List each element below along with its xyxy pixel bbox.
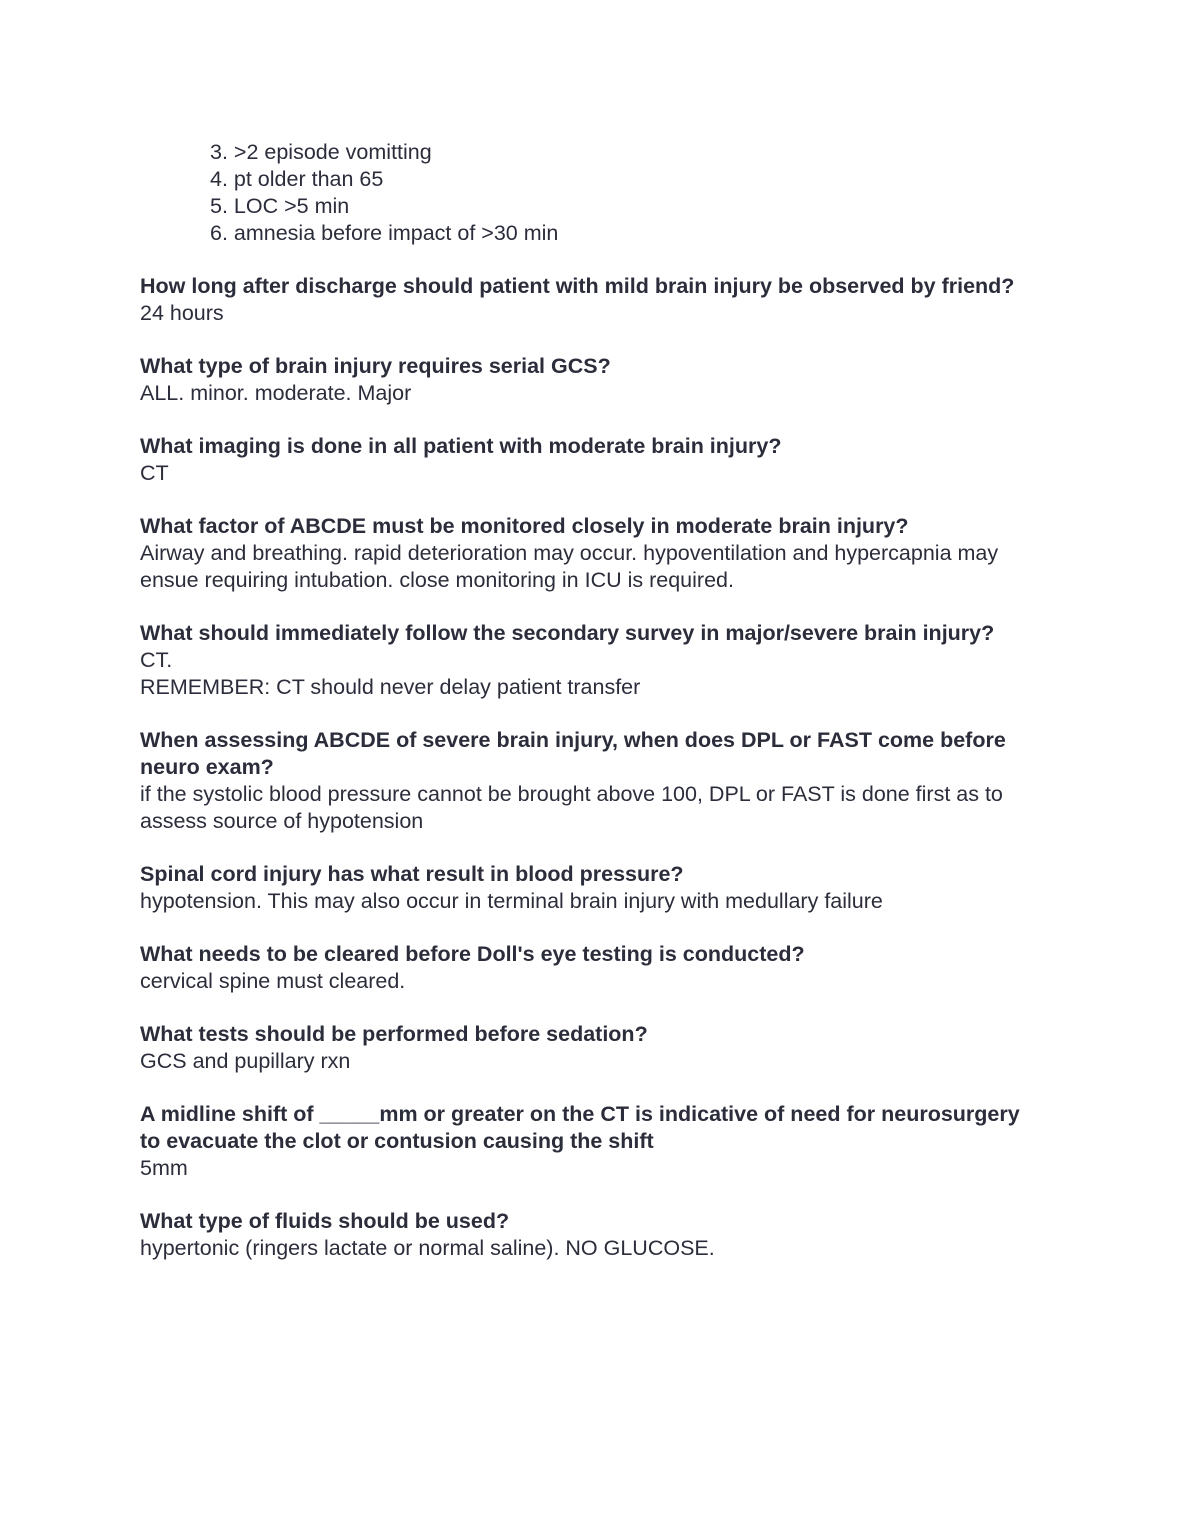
- question: What needs to be cleared before Doll's eye testing is conducted?: [140, 942, 805, 966]
- answer: hypotension. This may also occur in terminal brain injury with medullary failure: [140, 889, 883, 913]
- answer: if the systolic blood pressure cannot be brought above 100, DPL or FAST is done first as to assess source of hypotension: [140, 782, 1003, 833]
- question: What type of brain injury requires serial GCS?: [140, 354, 611, 378]
- qa-block: [140, 620, 1040, 701]
- answer: hypertonic (ringers lactate or normal saline). NO GLUCOSE.: [140, 1236, 715, 1260]
- answer: CT.: [140, 648, 173, 672]
- qa-block: [140, 513, 1040, 594]
- question: What should immediately follow the secondary survey in major/severe brain injury?: [140, 621, 995, 645]
- list-item: 4. pt older than 65: [210, 167, 384, 191]
- answer: 24 hours: [140, 301, 224, 325]
- qa-block: [140, 1208, 1040, 1262]
- qa-block: [140, 1021, 1040, 1075]
- criteria-list: [140, 139, 1040, 247]
- answer: CT: [140, 461, 169, 485]
- list-item: 3. >2 episode vomitting: [210, 140, 432, 164]
- qa-block: [140, 273, 1040, 327]
- answer: Airway and breathing. rapid deterioration may occur. hypoventilation and hypercapnia may ensue requiring intubation. close monitoring in ICU is required.: [140, 541, 999, 592]
- answer: GCS and pupillary rxn: [140, 1049, 351, 1073]
- answer: 5mm: [140, 1156, 188, 1180]
- qa-block: [140, 433, 1040, 487]
- question: What imaging is done in all patient with moderate brain injury?: [140, 434, 782, 458]
- question: A midline shift of _____mm or greater on the CT is indicative of need for neurosurgery to evacuate the clot or contusion causing the shift: [140, 1102, 1020, 1153]
- answer: cervical spine must cleared.: [140, 969, 406, 993]
- qa-block: [140, 861, 1040, 915]
- document-page: [140, 139, 1040, 1262]
- question: What factor of ABCDE must be monitored closely in moderate brain injury?: [140, 514, 909, 538]
- question: What tests should be performed before sedation?: [140, 1022, 648, 1046]
- qa-block: [140, 727, 1040, 835]
- question: When assessing ABCDE of severe brain injury, when does DPL or FAST come before neuro exam?: [140, 728, 1006, 779]
- qa-block: [140, 1101, 1040, 1182]
- list-item: 5. LOC >5 min: [210, 194, 350, 218]
- question: How long after discharge should patient with mild brain injury be observed by friend?: [140, 274, 1015, 298]
- qa-block: [140, 353, 1040, 407]
- answer-note: REMEMBER: CT should never delay patient transfer: [140, 675, 641, 699]
- question: Spinal cord injury has what result in blood pressure?: [140, 862, 684, 886]
- question: What type of fluids should be used?: [140, 1209, 510, 1233]
- list-item: 6. amnesia before impact of >30 min: [210, 221, 559, 245]
- qa-block: [140, 941, 1040, 995]
- answer: ALL. minor. moderate. Major: [140, 381, 412, 405]
